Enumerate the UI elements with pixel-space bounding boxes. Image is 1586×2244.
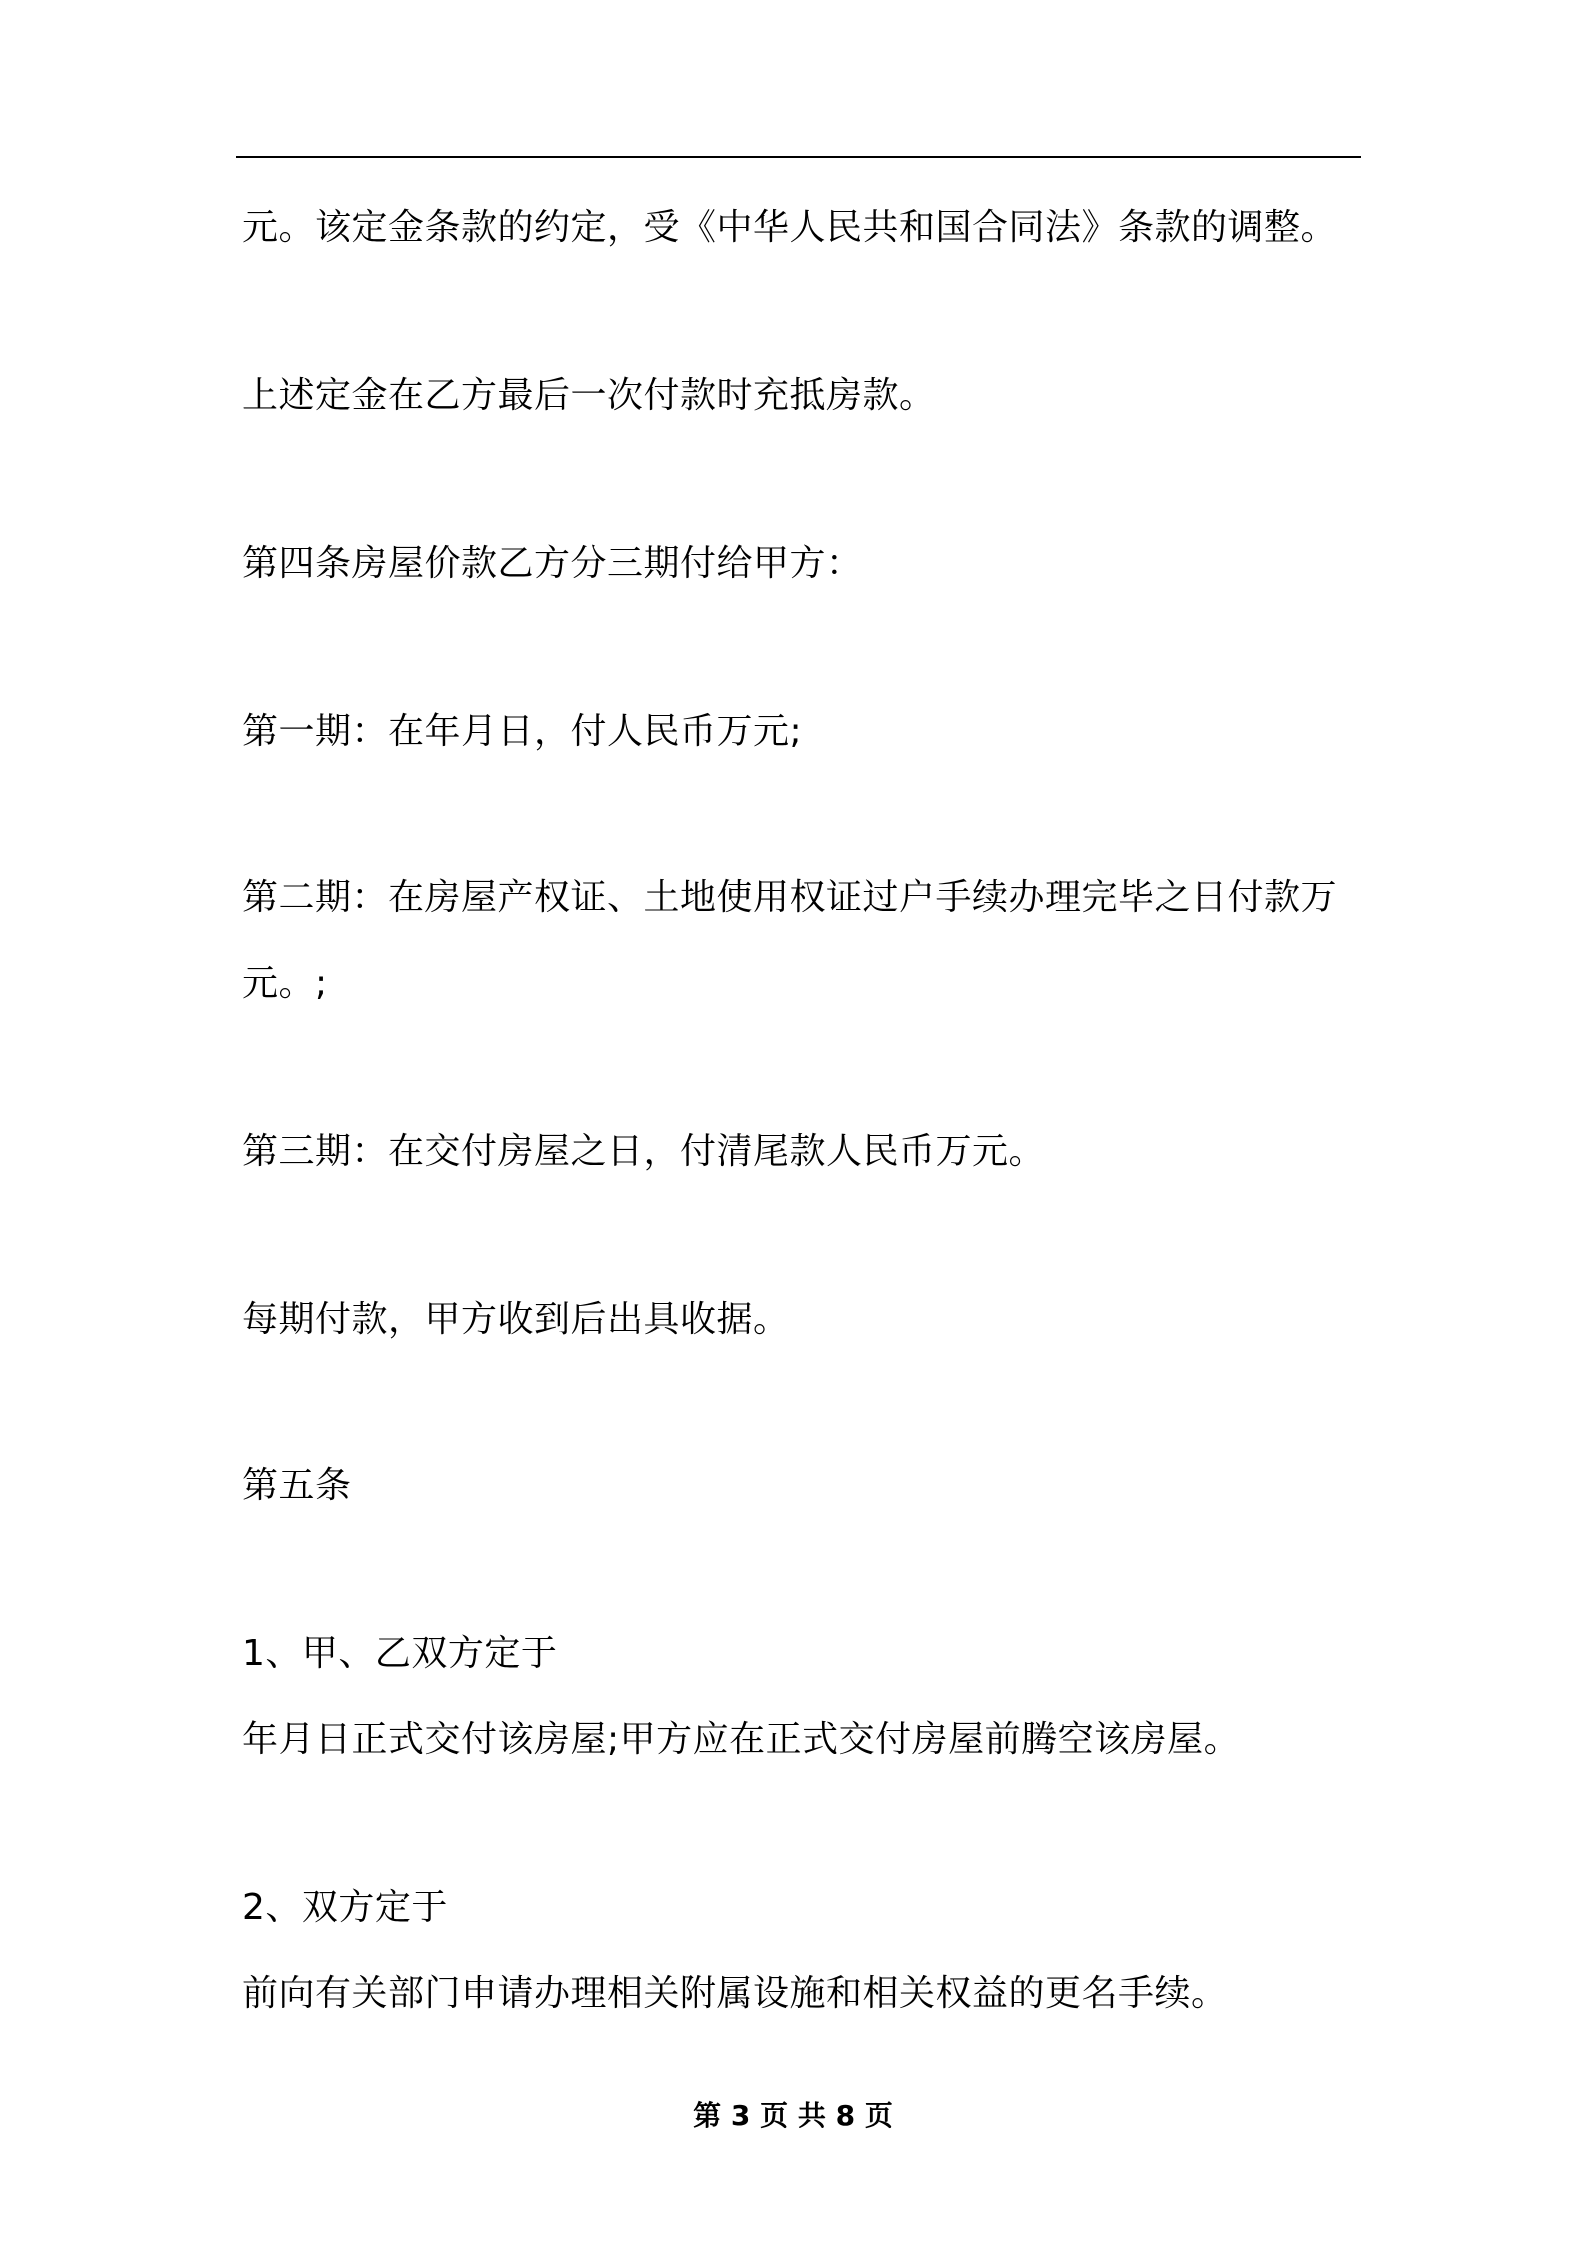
page-footer: 第 3 页 共 8 页 — [693, 2099, 893, 2132]
header-rule — [236, 156, 1361, 158]
text-line: 年月日正式交付该房屋;甲方应在正式交付房屋前腾空该房屋。 — [242, 1719, 1241, 1760]
text-line: 第四条房屋价款乙方分三期付给甲方： — [242, 543, 863, 584]
text-line: 1、甲、乙双方定于 — [242, 1633, 558, 1674]
text-line: 第二期：在房屋产权证、土地使用权证过户手续办理完毕之日付款万 — [242, 877, 1338, 918]
text-line: 元。; — [242, 963, 328, 1004]
text-line: 元。该定金条款的约定，受《中华人民共和国合同法》条款的调整。 — [242, 207, 1338, 248]
section-heading: 第五条 — [242, 1465, 352, 1506]
text-line: 每期付款，甲方收到后出具收据。 — [242, 1299, 790, 1340]
text-line: 前向有关部门申请办理相关附属设施和相关权益的更名手续。 — [242, 1973, 1228, 2014]
text-line: 第三期：在交付房屋之日，付清尾款人民币万元。 — [242, 1131, 1046, 1172]
text-line: 第一期：在年月日，付人民币万元; — [242, 711, 803, 752]
text-line: 上述定金在乙方最后一次付款时充抵房款。 — [242, 375, 936, 416]
text-line: 2、双方定于 — [242, 1887, 448, 1928]
